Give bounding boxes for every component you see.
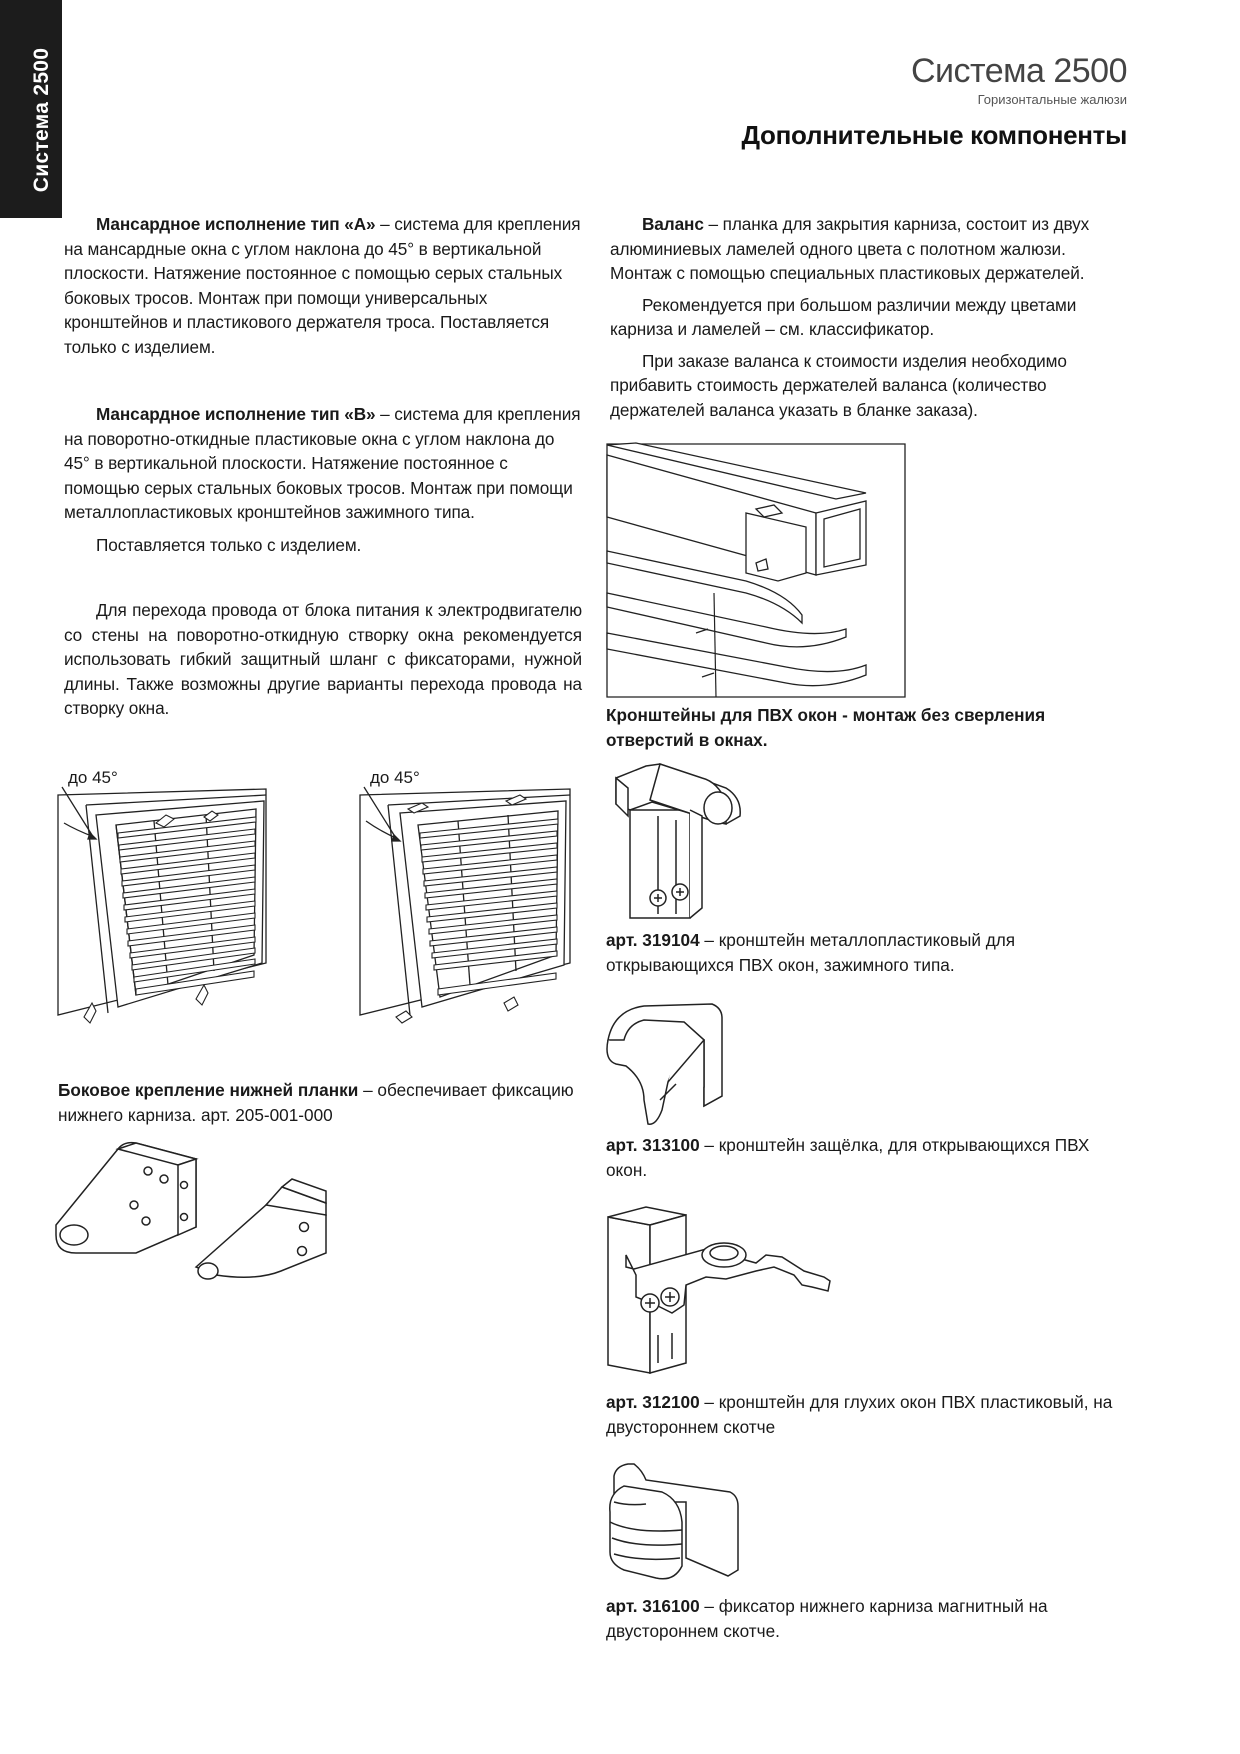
- side-mount-brackets-illustration: [56, 1135, 336, 1280]
- item-312100-art: арт. 312100: [606, 1392, 700, 1412]
- page-subtitle: Горизонтальные жалюзи: [977, 92, 1127, 107]
- valance-text: – планка для закрытия карниза, состоит из двух алюминиевых ламелей одного цвета с полотном жалюзи. Монтаж с помощью специальных пластиковых держателей.: [610, 214, 1090, 283]
- item-313100-text: – кронштейн защёлка, для открывающихся ПВХ окон.: [606, 1135, 1090, 1180]
- item-316100-art: арт. 316100: [606, 1596, 700, 1616]
- valance-p3: При заказе валанса к стоимости изделия необходимо прибавить стоимость держателей валанса (количество держателей валанса указать в бланке заказа).: [610, 350, 1067, 420]
- type-b-paragraph: [64, 402, 582, 557]
- item-319104: [606, 928, 1134, 977]
- item-313100: [606, 1133, 1134, 1182]
- side-mount-caption: [58, 1078, 588, 1127]
- side-tab-label: Система 2500: [30, 47, 53, 193]
- type-b-text: – система для крепления на поворотно-откидные пластиковые окна с углом наклона до 45° в вертикальной плоскости. Натяжение постоянное с помощью серых стальных боковых тросов. Монтаж при помощи металлопластиковых кронштейнов зажимного типа.: [64, 404, 581, 522]
- valance-paragraph: [610, 212, 1130, 422]
- wire-paragraph: [64, 598, 582, 721]
- item-312100-text: – кронштейн для глухих окон ПВХ пластиковый, на двустороннем скотче: [606, 1392, 1113, 1437]
- item-319104-text: – кронштейн металлопластиковый для открывающихся ПВХ окон, зажимного типа.: [606, 930, 1016, 975]
- item-316100: [606, 1594, 1134, 1643]
- page-title: Система 2500: [910, 52, 1127, 90]
- side-mount-term: Боковое крепление нижней планки: [58, 1080, 359, 1100]
- item-316100-text: – фиксатор нижнего карниза магнитный на двустороннем скотче.: [606, 1596, 1048, 1641]
- bracket-319104-illustration: [606, 758, 746, 923]
- type-a-paragraph: [64, 212, 582, 359]
- angle-label-b: до 45°: [370, 768, 420, 787]
- wire-text: Для перехода провода от блока питания к электродвигателю со стены на поворотно-откидную створку окна рекомендуется использовать гибкий защитный шланг с фиксаторами, нужной длины. Также возможны другие варианты перехода провода на створку окна.: [64, 600, 582, 718]
- mansard-type-a-illustration: [56, 785, 286, 1030]
- item-312100: [606, 1390, 1134, 1439]
- type-b-note: Поставляется только с изделием.: [96, 534, 362, 555]
- section-title: Дополнительные компоненты: [741, 120, 1127, 150]
- type-a-text: – система для крепления на мансардные окна с углом наклона до 45° в вертикальной плоскости. Натяжение постоянное с помощью серых стальных боковых тросов. Монтаж при помощи универсальных кронштейнов и пластикового держателя троса. Поставляется только с изделием.: [64, 214, 581, 357]
- fixer-316100-illustration: [604, 1462, 744, 1592]
- bracket-313100-illustration: [604, 1000, 744, 1130]
- item-313100-art: арт. 313100: [606, 1135, 700, 1155]
- item-319104-art: арт. 319104: [606, 930, 700, 950]
- mansard-type-b-illustration: [358, 785, 593, 1035]
- type-a-term: Мансардное исполнение тип «A»: [96, 214, 376, 234]
- valance-illustration: [606, 443, 906, 698]
- brackets-heading: Кронштейны для ПВХ окон - монтаж без сверления отверстий в окнах.: [606, 705, 1046, 750]
- side-tab: [0, 0, 62, 218]
- bracket-312100-illustration: [606, 1205, 846, 1375]
- type-b-term: Мансардное исполнение тип «B»: [96, 404, 376, 424]
- valance-term: Валанс: [642, 214, 704, 234]
- valance-p2: Рекомендуется при большом различии между цветами карниза и ламелей – см. классификатор.: [610, 294, 1077, 339]
- angle-label-a: до 45°: [68, 768, 118, 787]
- side-mount-text: – обеспечивает фиксацию нижнего карниза. арт. 205-001-000: [58, 1080, 574, 1125]
